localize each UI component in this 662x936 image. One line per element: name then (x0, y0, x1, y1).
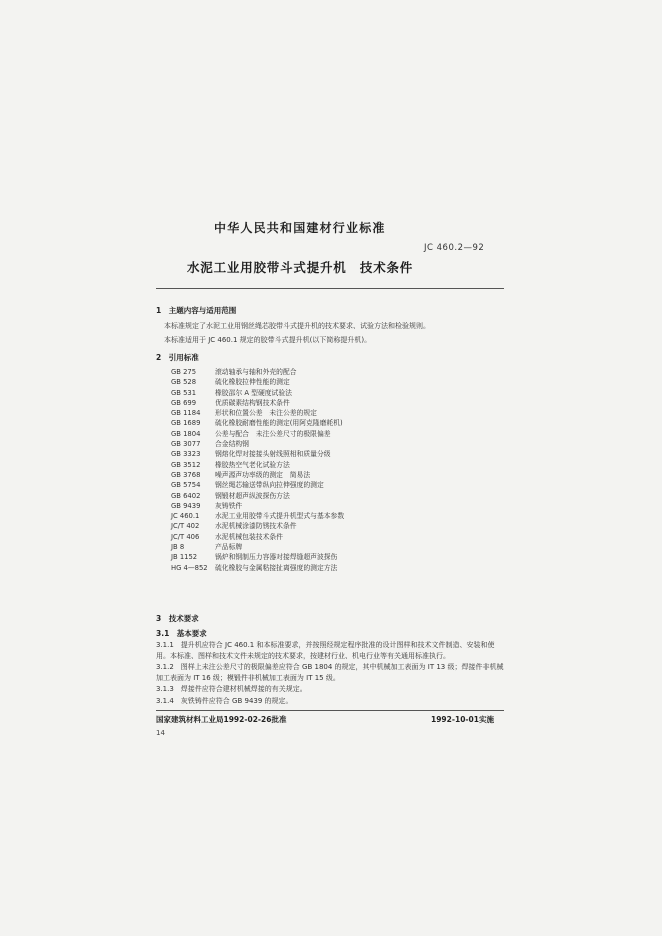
reference-title: 合金结构钢 (215, 440, 249, 449)
reference-code: GB 1184 (171, 409, 201, 418)
reference-item (171, 418, 344, 428)
reference-code: GB 3323 (171, 450, 201, 459)
reference-code: GB 1689 (171, 419, 201, 428)
reference-item (171, 511, 344, 521)
reference-code: JB 1152 (171, 553, 198, 562)
reference-title: 钢熔化焊对接接头射线照相和质量分级 (215, 450, 331, 459)
reference-title: 优质碳素结构钢技术条件 (215, 398, 290, 407)
approval-line: 国家建筑材料工业局1992-02-26批准 (156, 715, 287, 724)
standard-code: JC 460.2—92 (424, 243, 485, 253)
reference-title: 噪声源声功率级的测定 简易法 (215, 470, 311, 479)
reference-item (171, 460, 344, 470)
reference-code: JC/T 406 (171, 532, 200, 541)
reference-item (171, 439, 344, 449)
header-rule (156, 288, 504, 289)
document-title: 水泥工业用胶带斗式提升机 技术条件 (187, 260, 414, 275)
reference-title: 橡胶热空气老化试验方法 (215, 460, 290, 469)
reference-code: JC/T 402 (171, 522, 200, 531)
reference-item (171, 388, 344, 398)
reference-code: GB 9439 (171, 501, 201, 510)
reference-title: 橡胶邵尔 A 型硬度试验法 (215, 388, 292, 397)
reference-title: 公差与配合 未注公差尺寸的极限偏差 (215, 429, 331, 438)
section-2-heading: 2 引用标准 (156, 353, 199, 362)
reference-code: GB 3077 (171, 440, 201, 449)
reference-item (171, 480, 344, 490)
reference-item (171, 491, 344, 501)
reference-title: 硫化橡胶与金属粘接扯离强度的测定方法 (215, 563, 338, 572)
reference-code: JB 8 (171, 543, 185, 552)
footer-rule (156, 710, 504, 711)
reference-item (171, 552, 344, 562)
reference-item (171, 501, 344, 511)
reference-code: GB 531 (171, 388, 197, 397)
reference-code: HG 4—852 (171, 563, 208, 572)
implementation-date: 1992-10-01实施 (431, 715, 494, 724)
section-3-heading: 3 技术要求 (156, 614, 199, 623)
reference-item (171, 521, 344, 531)
reference-code: GB 3768 (171, 470, 201, 479)
reference-title: 灰铸铁件 (215, 501, 243, 510)
reference-item (171, 532, 344, 542)
reference-title: 水泥机械涂漆防锈技术条件 (215, 522, 297, 531)
reference-code: GB 275 (171, 368, 197, 376)
reference-code: GB 1804 (171, 429, 201, 438)
reference-item (171, 429, 344, 439)
clause-3-1-4: 3.1.4 灰铁铸件应符合 GB 9439 的规定。 (156, 697, 293, 705)
reference-list (171, 367, 344, 573)
reference-item (171, 542, 344, 552)
reference-item (171, 449, 344, 459)
reference-item (171, 398, 344, 408)
clause-3-1-3: 3.1.3 焊接件应符合建材机械焊接的有关规定。 (156, 685, 307, 693)
reference-item (171, 408, 344, 418)
reference-title: 钢锻材超声纵波探伤方法 (215, 491, 290, 500)
org-title: 中华人民共和国建材行业标准 (214, 221, 386, 235)
reference-title: 水泥机械包装技术条件 (215, 532, 283, 541)
reference-title: 滚动轴承与轴和外壳的配合 (215, 368, 297, 376)
clause-3-1-1: 3.1.1 提升机应符合 JC 460.1 和本标准要求，并按照经规定程序批准的设计图样和技术文件制造、安装和使用。本标准、图样和技术文件未规定的技术要求，按建材行业、机电行业等有关通用标准执行。 (156, 641, 495, 660)
reference-title: 产品标牌 (215, 543, 243, 552)
section-1-heading: 1 主题内容与适用范围 (156, 306, 237, 315)
reference-title: 硫化橡胶拉伸性能的测定 (215, 378, 290, 387)
reference-item (171, 470, 344, 480)
section-1-paragraph-2: 本标准适用于 JC 460.1 规定的胶带斗式提升机(以下简称提升机)。 (164, 336, 372, 344)
reference-code: GB 3512 (171, 460, 201, 469)
reference-title: 水泥工业用胶带斗式提升机型式与基本参数 (215, 512, 345, 521)
reference-code: GB 5754 (171, 481, 201, 490)
section-1-paragraph-1: 本标准规定了水泥工业用钢丝绳芯胶带斗式提升机的技术要求、试验方法和检验规则。 (164, 322, 430, 330)
reference-item (171, 563, 344, 573)
reference-code: GB 699 (171, 398, 197, 407)
reference-title: 锅炉和钢制压力容器对接焊缝超声波探伤 (215, 553, 338, 562)
reference-item (171, 367, 344, 377)
reference-code: GB 6402 (171, 491, 201, 500)
reference-title: 形状和位置公差 未注公差的规定 (215, 409, 317, 418)
section-3-1-heading: 3.1 基本要求 (156, 629, 207, 638)
reference-title: 硫化橡胶耐磨性能的测定(用阿克隆磨耗机) (215, 419, 343, 428)
reference-code: GB 528 (171, 378, 197, 387)
reference-code: JC 460.1 (171, 512, 200, 521)
reference-title: 钢丝绳芯输送带纵向拉伸强度的测定 (215, 481, 324, 490)
reference-item (171, 377, 344, 387)
page-number: 14 (156, 729, 165, 737)
clause-3-1-2: 3.1.2 图样上未注公差尺寸的极限偏差应符合 GB 1804 的规定，其中机械加工表面为 IT 13 级；焊接件非机械加工表面为 IT 16 级；模锻件非机械加工表面为 IT 15 级。 (156, 663, 504, 682)
